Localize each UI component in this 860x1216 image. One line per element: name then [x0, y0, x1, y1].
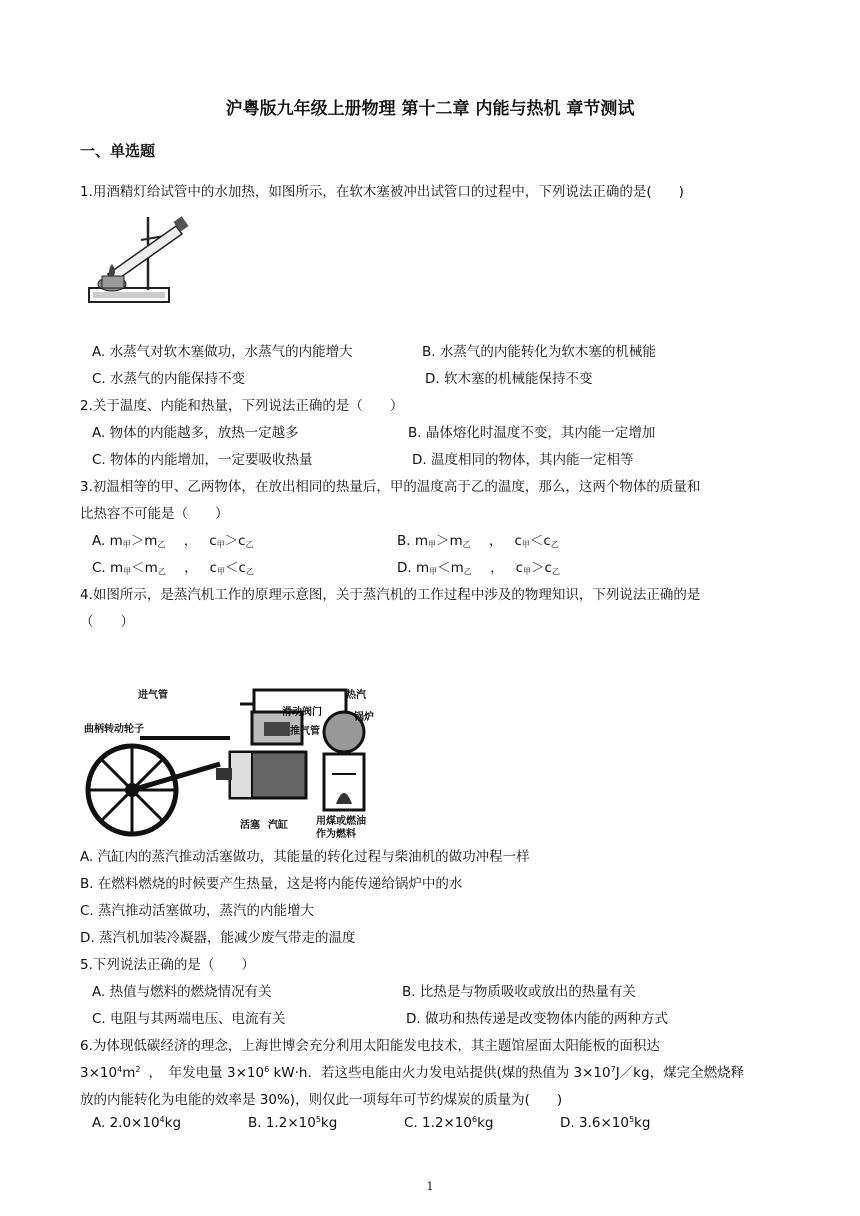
question-4-option-a[interactable]: A. 汽缸内的蒸汽推动活塞做功，其能量的转化过程与柴油机的做功冲程一样: [80, 849, 530, 865]
figure-label-wheel: 曲柄转动轮子: [84, 724, 144, 735]
question-5-option-d[interactable]: D. 做功和热传递是改变物体内能的两种方式: [406, 1011, 668, 1027]
figure-label-inlet: 进气管: [138, 690, 168, 701]
question-5-option-a[interactable]: A. 热值与燃料的燃烧情况有关: [92, 984, 272, 1000]
page-number: 1: [426, 1180, 434, 1193]
question-3-option-b[interactable]: B. $m_甲>m_乙$ ， $c_甲<c_乙$: [397, 533, 559, 549]
question-6-option-a[interactable]: A. $2.0\times 10^4kg$: [92, 1115, 182, 1131]
question-5-option-b[interactable]: B. 比热是与物质吸收或放出的热量有关: [402, 984, 636, 1000]
figure-label-fuel-line2: 作为燃料: [316, 829, 356, 840]
page-title: 沪粤版九年级上册物理 第十二章 内能与热机 章节测试: [225, 99, 635, 119]
question-1-option-b[interactable]: B. 水蒸气的内能转化为软木塞的机械能: [422, 344, 656, 360]
figure-label-cylinder: 汽缸: [268, 820, 288, 831]
question-6-line1: 6.为体现低碳经济的理念，上海世博会充分利用太阳能发电技术，其主题馆屋面太阳能板的面积达: [80, 1038, 660, 1054]
question-1-option-d[interactable]: D. 软木塞的机械能保持不变: [425, 371, 593, 387]
question-1-option-a[interactable]: A. 水蒸气对软木塞做功，水蒸气的内能增大: [92, 344, 353, 360]
question-5-option-c[interactable]: C. 电阻与其两端电压、电流有关: [92, 1011, 286, 1027]
question-4-option-c[interactable]: C. 蒸汽推动活塞做功，蒸汽的内能增大: [80, 903, 315, 919]
question-6-option-d[interactable]: D. $3.6\times 10^5kg$: [560, 1115, 651, 1131]
question-1-stem: 1.用酒精灯给试管中的水加热，如图所示，在软木塞被冲出试管口的过程中，下列说法正确的是( ): [80, 184, 684, 200]
figure-label-valve: 滑动阀门: [282, 707, 322, 718]
question-2-option-b[interactable]: B. 晶体熔化时温度不变，其内能一定增加: [408, 425, 656, 441]
figure-label-boiler: 锅炉: [354, 712, 374, 723]
question-1-option-c[interactable]: C. 水蒸气的内能保持不变: [92, 371, 246, 387]
question-3-stem-line1: 3.初温相等的甲、乙两物体，在放出相同的热量后，甲的温度高于乙的温度，那么，这两个物体的质量和: [80, 479, 701, 495]
section-heading: 一、单选题: [80, 142, 156, 160]
question-6-option-b[interactable]: B. $1.2\times 10^5kg$: [248, 1115, 338, 1131]
question-5-stem: 5.下列说法正确的是（ ）: [80, 957, 255, 973]
question-6-option-c[interactable]: C. $1.2\times 10^6kg$: [404, 1115, 494, 1131]
question-2-option-d[interactable]: D. 温度相同的物体，其内能一定相等: [412, 452, 634, 468]
figure-label-rod: 推气管: [290, 726, 320, 737]
test-tube-heating-figure: [86, 212, 196, 312]
figure-label-steam: 热汽: [346, 690, 366, 701]
figure-label-fuel-line1: 用煤或燃油: [316, 816, 366, 827]
question-3-option-d[interactable]: D. $m_甲<m_乙$ ， $c_甲>c_乙$: [397, 560, 560, 576]
question-4-option-b[interactable]: B. 在燃料燃烧的时候要产生热量，这是将内能传递给锅炉中的水: [80, 876, 463, 892]
question-4-option-d[interactable]: D. 蒸汽机加装冷凝器，能减少废气带走的温度: [80, 930, 356, 946]
question-4-stem-line1: 4.如图所示，是蒸汽机工作的原理示意图，关于蒸汽机的工作过程中涉及的物理知识，下列说法正确的是: [80, 587, 701, 603]
question-2-option-a[interactable]: A. 物体的内能越多，放热一定越多: [92, 425, 299, 441]
question-2-option-c[interactable]: C. 物体的内能增加，一定要吸收热量: [92, 452, 313, 468]
question-2-stem: 2.关于温度、内能和热量，下列说法正确的是（ ）: [80, 398, 404, 414]
question-3-option-a[interactable]: A. $m_甲>m_乙$ ， $c_甲>c_乙$: [92, 533, 254, 549]
question-4-stem-line2: （ ）: [80, 614, 134, 630]
question-3-stem-line2: 比热容不可能是（ ）: [80, 506, 229, 522]
question-6-line2: $3\times 10^4m^2$ ， 年发电量 $3\times 10^6$ kW·h．若这些电能由火力发电站提供(煤的热值为 $3\times 10^7J/kg$，煤完全燃烧释: [80, 1065, 745, 1081]
question-6-line3: 放的内能转化为电能的效率是 30%)，则仅此一项每年可节约煤炭的质量为( ): [80, 1092, 563, 1108]
figure-label-piston: 活塞: [240, 820, 260, 831]
question-3-option-c[interactable]: C. $m_甲<m_乙$ ， $c_甲<c_乙$: [92, 560, 254, 576]
